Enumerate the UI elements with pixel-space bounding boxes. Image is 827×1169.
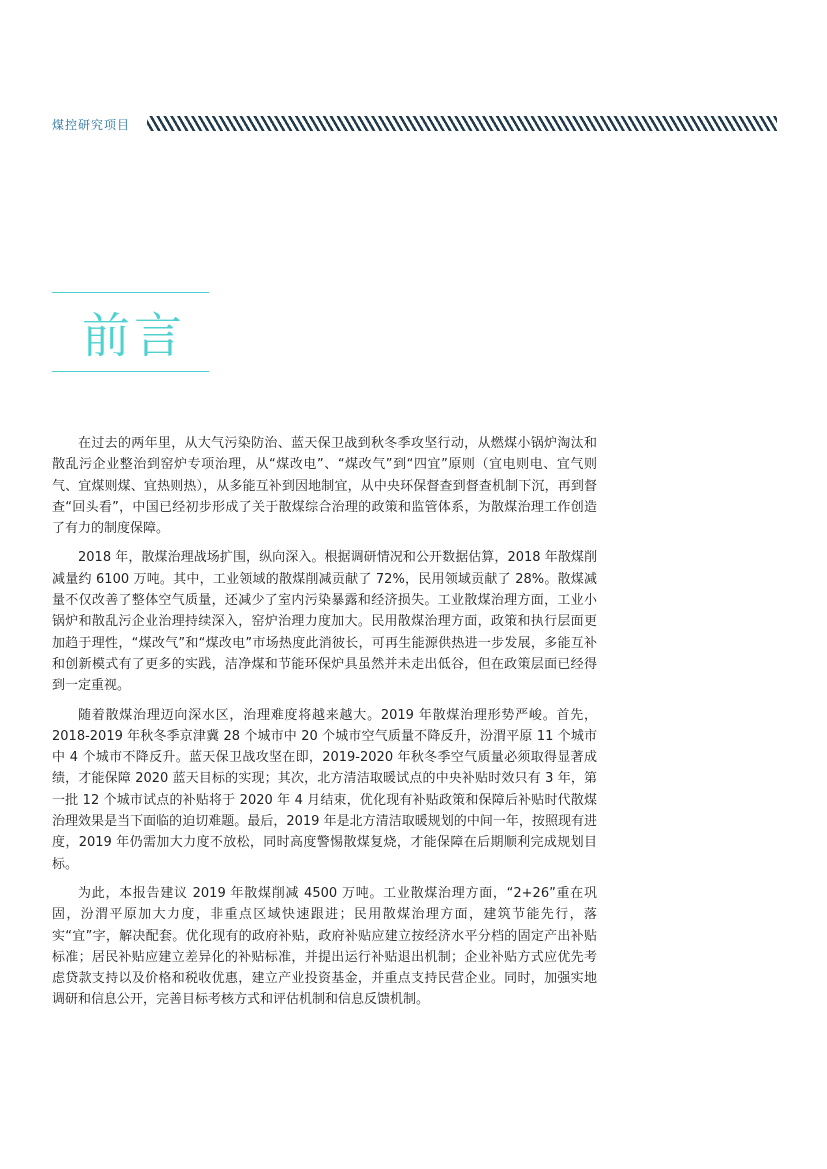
body-text bbox=[52, 433, 597, 1019]
paragraph: 2018 年，散煤治理战场扩围，纵向深入。根据调研情况和公开数据估算，2018 年散煤削减量约 6100 万吨。其中，工业领域的散煤削减贡献了 72%，民用领域贡献了 28%。散煤减量不仅改善了整体空气质量，还减少了室内污染暴露和经济损失。工业散煤治理方面，工业小锅炉和散乱污企业治理持续深入，窑炉治理力度加大。民用散煤治理方面，政策和执行层面更加趋于理性，“煤改气”和“煤改电”市场热度此消彼长，可再生能源供热进一步发展，多能互补和创新模式有了更多的实践，洁净煤和节能环保炉具虽然并未走出低谷，但在政策层面已经得到一定重视。 bbox=[52, 550, 597, 694]
paragraph: 随着散煤治理迈向深水区，治理难度将越来越大。2019 年散煤治理形势严峻。首先，2018-2019 年秋冬季京津冀 28 个城市中 20 个城市空气质量不降反升，汾渭平原 11 个城市中 4 个城市不降反升。蓝天保卫战攻坚在即，2019-2020 年秋冬季空气质量必须取得显著成绩，才能保障 2020 蓝天目标的实现；其次，北方清洁取暖试点的中央补贴时效只有 3 年，第一批 12 个城市试点的补贴将于 2020 年 4 月结束，优化现有补贴政策和保障后补贴时代散煤治理效果是当下面临的迫切难题。最后，2019 年是北方清洁取暖规划的中间一年，按照现有进度，2019 年仍需加大力度不放松，同时高度警惕散煤复烧，才能保障在后期顺利完成规划目标。 bbox=[52, 707, 597, 872]
paragraph: 为此，本报告建议 2019 年散煤削减 4500 万吨。工业散煤治理方面，“2+26”重在巩固，汾渭平原加大力度，非重点区域快速跟进；民用散煤治理方面，建筑节能先行，落实“宜”字，解决配套。优化现有的政府补贴，政府补贴应建立按经济水平分档的固定产出补贴标准；居民补贴应建立差异化的补贴标准，并提出运行补贴退出机制；企业补贴方式应优先考虑贷款支持以及价格和税收优惠，建立产业投资基金，并重点支持民营企业。同时，加强实地调研和信息公开，完善目标考核方式和评估机制和信息反馈机制。 bbox=[52, 885, 597, 1008]
header-stripe-band bbox=[147, 116, 777, 131]
title-rule-top bbox=[52, 292, 209, 293]
title-rule-bottom bbox=[52, 371, 209, 372]
page-title: 前言 bbox=[82, 308, 187, 364]
paragraph: 在过去的两年里，从大气污染防治、蓝天保卫战到秋冬季攻坚行动，从燃煤小锅炉淘汰和散乱污企业整治到窑炉专项治理，从“煤改电”、“煤改气”到“四宜”原则（宜电则电、宜气则气、宜煤则煤、宜热则热），从多能互补到因地制宜，从中央环保督查到督查机制下沉，再到督查“回头看”，中国已经初步形成了关于散煤综合治理的政策和监管体系，为散煤治理工作创造了有力的制度保障。 bbox=[52, 436, 597, 537]
header-project-label: 煤控研究项目 bbox=[52, 118, 131, 132]
